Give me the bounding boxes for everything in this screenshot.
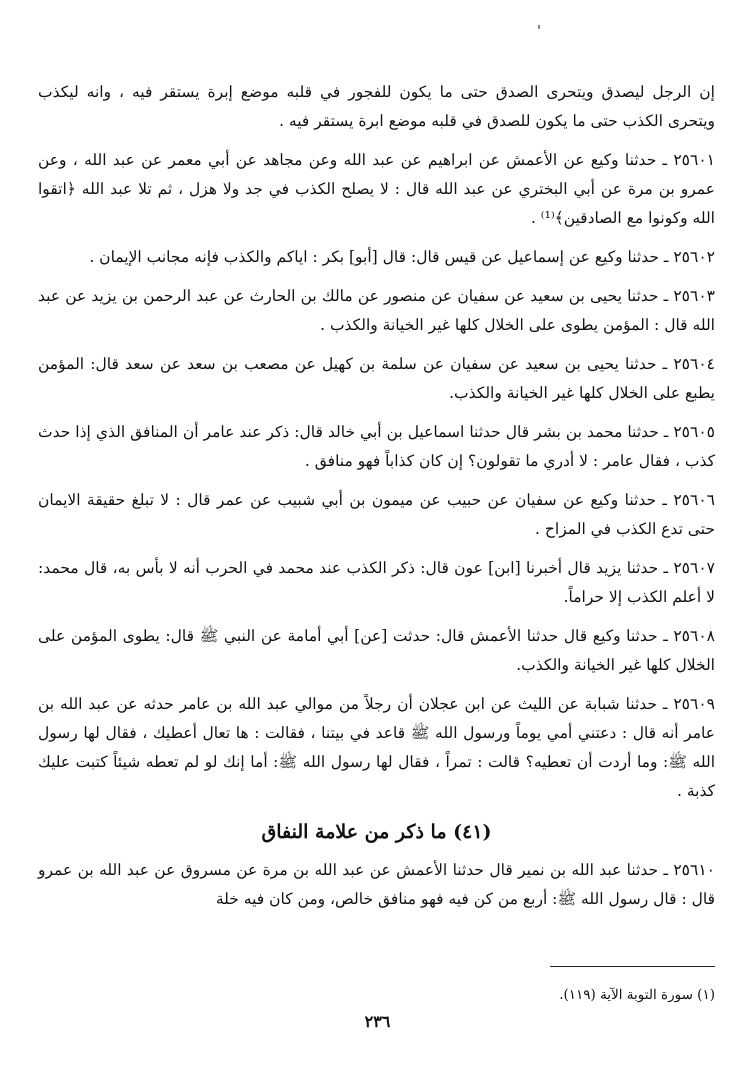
page-number: ٢٣٦ [364, 1012, 391, 1031]
hadith-25603: ٢٥٦٠٣ ـ حدثنا يحيى بن سعيد عن سفيان عن منصور عن مالك بن الحارث عن عبد الرحمن بن يزيد عن عبد الله قال : المؤمن يطوى على الخلال كلها غير الخيانة والكذب . [38, 287, 715, 334]
hadith-25605: ٢٥٦٠٥ ـ حدثنا محمد بن بشر قال حدثنا اسماعيل بن أبي خالد قال: ذكر عند عامر أن المنافق الذي إذا حدث كذب ، فقال عامر : لا أدري ما تقولون؟ إن كان كذاباً فهو منافق . [38, 423, 715, 470]
hadith-25607: ٢٥٦٠٧ ـ حدثنا يزيد قال أخبرنا [ابن] عون قال: ذكر الكذب عند محمد في الحرب أنه لا بأس به، قال محمد: لا أعلم الكذب إلا حراماً. [38, 559, 715, 606]
section-heading: (٤١) ما ذكر من علامة النفاق [261, 821, 492, 843]
hadith-25604: ٢٥٦٠٤ ـ حدثنا يحيى بن سعيد عن سفيان عن سلمة بن كهيل عن مصعب بن سعد عن سعد قال: المؤمن يطبع على الخلال كلها غير الخيانة والكذب. [38, 355, 715, 402]
footnote: (١) سورة التوبة الآية (١١٩). [559, 987, 715, 1003]
hadith-25610: ٢٥٦١٠ ـ حدثنا عبد الله بن نمير قال حدثنا الأعمش عن عبد الله بن مرة عن مسروق عن عبد الله بن عمرو قال : قال رسول الله ﷺ: أربع من كن فيه فهو منافق خالص، ومن كان فيه خلة [38, 861, 715, 908]
hadith-25601: ٢٥٦٠١ ـ حدثنا وكيع عن الأعمش عن ابراهيم عن عبد الله وعن مجاهد عن أبي معمر عن عبد الله ، وعن عمرو بن مرة عن أبي البختري عن عبد الله قال : لا يصلح الكذب في جد ولا هزل ، ثم تلا عبد الله ﴿اتقوا الله وكونوا مع الصادقين﴾⁽¹⁾ . [38, 151, 715, 227]
paragraph-continuation: إن الرجل ليصدق ويتحرى الصدق حتى ما يكون للفجور في قلبه موضع إبرة يستقر فيه ، وانه ليكذب ويتحرى الكذب حتى ما يكون للصدق في قلبه موضع ابرة يستقر فيه . [38, 83, 715, 130]
hadith-25608: ٢٥٦٠٨ ـ حدثنا وكيع قال حدثنا الأعمش قال: حدثت [عن] أبي أمامة عن النبي ﷺ قال: يطوى المؤمن على الخلال كلها غير الخيانة والكذب. [38, 627, 715, 674]
hadith-25602: ٢٥٦٠٢ ـ حدثنا وكيع عن إسماعيل عن قيس قال: قال [أبو] بكر : اياكم والكذب فإنه مجانب الإيمان . [89, 248, 715, 266]
scan-mark [538, 25, 540, 29]
hadith-25609: ٢٥٦٠٩ ـ حدثنا شبابة عن الليث عن ابن عجلان أن رجلاً من موالي عبد الله بن عامر حدثه عن عبد الله بن عامر أنه قال : دعتني أمي يوماً ورسول الله ﷺ قاعد في بيتنا ، فقالت : ها تعال أعطيك ، فقال لها رسول الله ﷺ: وما أردت أن تعطيه؟ قالت : تمراً ، فقال لها رسول الله ﷺ: أما إنك لو لم تعطه شيئاً كتبت عليك كذبة . [38, 695, 715, 800]
body-text [38, 78, 715, 924]
footnote-divider [550, 966, 715, 967]
hadith-25606: ٢٥٦٠٦ ـ حدثنا وكيع عن سفيان عن حبيب عن ميمون بن أبي شبيب عن عمر قال : لا تبلغ حقيقة الايمان حتى تدع الكذب في المزاح . [38, 491, 715, 538]
